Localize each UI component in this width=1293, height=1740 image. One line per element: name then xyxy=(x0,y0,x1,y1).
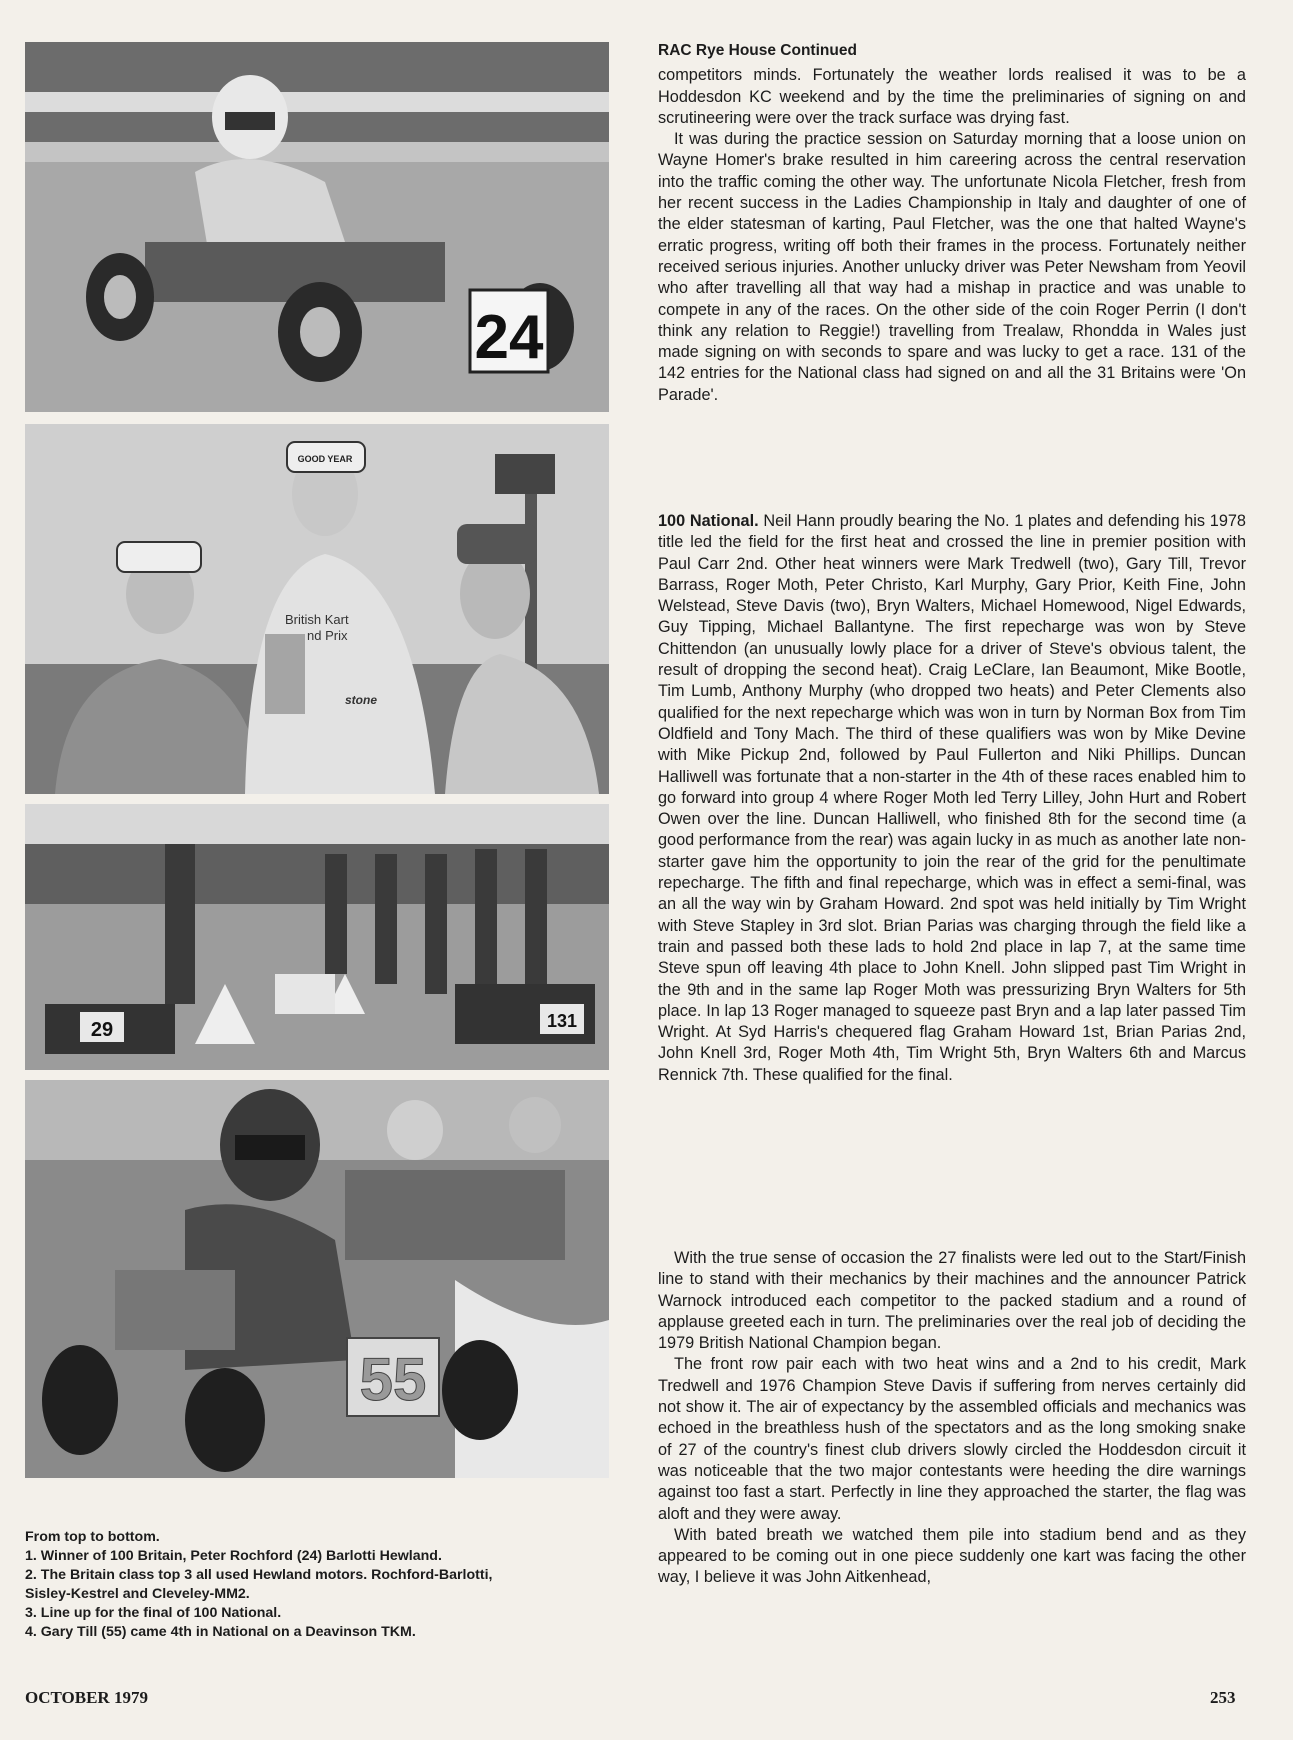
article-column-top xyxy=(658,40,1246,406)
kart-number-24: 24 xyxy=(474,303,544,372)
paragraph-3-body: Neil Hann proudly bearing the No. 1 plates and defending his 1978 title led the field for the first heat and crossed the line in premier position with Paul Carr 2nd. Other heat winners were Mark Tredwell (two), Gary Till, Trevor Barrass, Roger Moth, Peter Christo, Karl Murphy, Gary Prior, Keith Fine, John Welstead, Steve Davis (two), Bryn Walters, Michael Homewood, Nigel Edwards, Guy Tipping, Michael Ballantyne. The first repecharge was won by Steve Chittendon (an unusually lowly place for a driver of Steve's obvious talent, the result of dropping the second heat). Craig LeClare, Ian Beaumont, Mike Bootle, Tim Lumb, Anthony Murphy (who dropped two heats) and Peter Clements also qualified for the next repecharge which was won in turn by Norman Box from Tim Oldfield and Tony Mach. The third of these qualifiers was won by Mike Devine with Mike Pickup 2nd, followed by Paul Fullerton and Niki Phillips. Duncan Halliwell was fortunate that a non-starter in the 4th of these races enabled him to go forward into group 4 where Roger Moth led Terry Lilley, John Hurt and Robert Owen over the line. Duncan Halliwell, who finished 8th for the second time (a good performance from the rear) was again lucky in as much as another late non-starter gave him the opportunity to join the rear of the grid for the penultimate repecharge. The fifth and final repecharge, which was in effect a semi-final, was an all the way win by Graham Howard. 2nd spot was held initially by Tim Wright with Steve Stapley in 3rd slot. Brian Parias was charging through the field like a train and passed both these lads to hold 2nd place in lap 7, at the same time Steve spun off leaving 4th place to John Knell. John slipped past Tim Wright in the 9th and in the same lap Roger Moth was pressurizing Bryn Walters for 5th place. In lap 13 Roger managed to squeeze past Bryn and a lap later passed Tim Wright. At Syd Harris's chequered flag Graham Howard 1st, Brian Parias 2nd, John Knell 3rd, Roger Moth 4th, Tim Wright 5th, Bryn Walters 6th and Marcus Rennick 7th. These qualified for the final. xyxy=(658,512,1246,1084)
continued-heading: RAC Rye House Continued xyxy=(658,42,857,59)
paragraph-5: The front row pair each with two heat wins and a 2nd to his credit, Mark Tredwell and 1976 Champion Steve Davis if suffering from nerves certainly did not show it. The air of expectancy by the assembled officials and mechanics was echoed in the breathless hush of the spectators and as the long smoking snake of 27 of the country's finest club drivers slowly circled the Hoddesdon circuit it was noticeable that the two major contestants were heeding the dire warnings against too fast a start. Perfectly in line they approached the starter, the flag was aloft and they were away. xyxy=(658,1355,1246,1523)
section-lead-100-national: 100 National. xyxy=(658,512,759,530)
photo-kart-24 xyxy=(25,42,609,412)
paragraph-3 xyxy=(658,511,1246,1086)
caption-intro: From top to bottom. xyxy=(25,1529,160,1545)
paragraph-6: With bated breath we watched them pile into stadium bend and as they appeared to be coming out in one piece suddenly one kart was facing the other way, I believe it was John Aitkenhead, xyxy=(658,1525,1246,1587)
page-number: 253 xyxy=(1210,1688,1236,1707)
caption-1: 1. Winner of 100 Britain, Peter Rochford (24) Barlotti Hewland. xyxy=(25,1548,442,1564)
caption-3: 3. Line up for the final of 100 National. xyxy=(25,1605,282,1621)
cap-logo-text: GOOD YEAR xyxy=(297,454,353,464)
kart-number-55: 55 xyxy=(359,1346,427,1413)
shirt-text-line-2: nd Prix xyxy=(307,628,348,643)
article-column-middle xyxy=(658,511,1246,1086)
shirt-text-line-3: stone xyxy=(345,693,378,707)
photo-captions xyxy=(25,1528,625,1642)
photo-britain-top-3 xyxy=(25,424,609,794)
article-column-bottom xyxy=(658,1248,1246,1589)
caption-4: 4. Gary Till (55) came 4th in National on a Deavinson TKM. xyxy=(25,1624,416,1640)
photo-kart-55 xyxy=(25,1080,609,1478)
kart-number-131: 131 xyxy=(546,1011,578,1031)
issue-date: OCTOBER 1979 xyxy=(25,1688,148,1707)
kart-number-29: 29 xyxy=(90,1019,114,1041)
shirt-text-line-1: British Kart xyxy=(285,612,349,627)
paragraph-2: It was during the practice session on Saturday morning that a loose union on Wayne Homer's brake resulted in him careering across the central reservation into the traffic coming the other way. The unfortunate Nicola Fletcher, fresh from her recent success in the Ladies Championship in Italy and daughter of one of the elder statesman of karting, Paul Fletcher, was the one that halted Wayne's erratic progress, writing off both their frames in the process. Fortunately neither received serious injuries. Another unlucky driver was Peter Newsham from Yeovil who after travelling all that way had a mishap in practice and was unable to compete in any of the races. On the other side of the coin Roger Perrin (I don't think any relation to Reggie!) travelling from Trealaw, Rhondda in Wales just made signing on with seconds to spare and was lucky to get a race. 131 of the 142 entries for the National class had signed on and all the 31 Britains were 'On Parade'. xyxy=(658,130,1246,404)
paragraph-1: competitors minds. Fortunately the weather lords realised it was to be a Hoddesdon KC weekend and by the time the preliminaries of signing on and scrutineering were over the track surface was drying fast. xyxy=(658,66,1246,127)
caption-2b: Sisley-Kestrel and Cleveley-MM2. xyxy=(25,1586,250,1602)
caption-2a: 2. The Britain class top 3 all used Hewland motors. Rochford-Barlotti, xyxy=(25,1567,493,1583)
paragraph-4: With the true sense of occasion the 27 finalists were led out to the Start/Finish line to stand with their mechanics by their machines and the announcer Patrick Warnock introduced each competitor to the packed stadium and a round of applause greeted each in turn. The preliminaries over the real job of deciding the 1979 British National Champion began. xyxy=(658,1249,1246,1353)
photo-national-lineup xyxy=(25,804,609,1070)
